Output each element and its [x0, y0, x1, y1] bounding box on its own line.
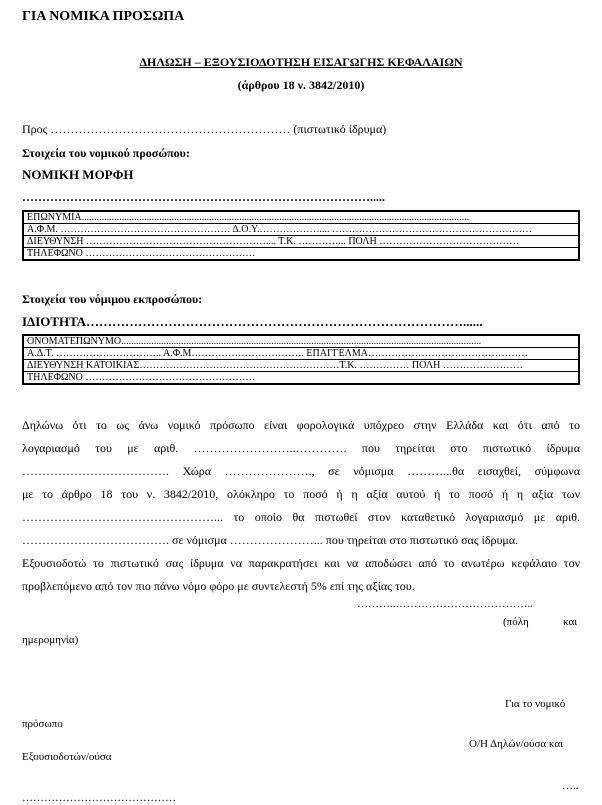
to-line — [22, 122, 386, 137]
document-subtitle: (άρθρου 18 ν. 3842/2010) — [237, 78, 365, 92]
place-date-label-b: και — [563, 616, 578, 628]
capacity-dots: ……………………………………………………………………………...... — [85, 314, 483, 329]
signature-dots-a: ….. — [562, 780, 579, 792]
capacity-line — [22, 314, 482, 330]
place-date-dots: ………..……………………………….. — [357, 598, 533, 610]
representative-table — [22, 334, 580, 385]
signature-label-c: Ο/Η Δηλών/ούσα και — [469, 738, 564, 750]
to-suffix: (πιστωτικό ίδρυμα) — [293, 122, 387, 136]
legal-form-label: ΝΟΜΙΚΗ ΜΟΡΦΗ — [22, 167, 134, 182]
declaration-line: …………………………………………... το οποίο θα πιστωθεί στον καταθετικό λογαριασμό με αριθ. — [22, 510, 580, 524]
legal-entity-row[interactable]: ΤΗΛΕΦΩΝΟ …………………………………………… — [23, 248, 579, 261]
header-label: ΓΙΑ ΝΟΜΙΚΑ ΠΡΟΣΩΠΑ — [22, 9, 185, 24]
declaration-line: Δηλώνω ότι το ως άνω νομικό πρόσωπο είναι φορολογικά υπόχρεο στην Ελλάδα και ότι από το — [22, 418, 580, 432]
authorization-line: προβλεπόμενο από τον πιο πάνω νόμο φόρο με συντελεστή 5% επί της αξίας του. — [22, 579, 415, 593]
representative-heading: Στοιχεία του νόμιμου εκπροσώπου: — [22, 292, 203, 306]
legal-entity-row[interactable]: ΔΙΕΥΘΥΝΣΗ ……………………………………………….... Τ.Κ. …………... ΠΟΛΗ …………………………………… — [23, 236, 579, 248]
representative-row[interactable]: ΔΙΕΥΘΥΝΣΗ ΚΑΤΟΙΚΙΑΣ……………………………………………………Τ.Κ. …………… ΠΟΛΗ …………………… — [23, 360, 579, 372]
declaration-line: λογαριασμό του με αριθ. ……………………..…………. που τηρείται στο πιστωτικό ίδρυμα — [22, 441, 580, 455]
representative-row[interactable]: ΟΝΟΜΑΤΕΠΩΝΥΜΟ................................................................................................................................................ — [23, 335, 579, 348]
signature-dots-b: …………………………………… — [22, 792, 176, 804]
legal-entity-heading: Στοιχεία του νομικού προσώπου: — [22, 146, 190, 160]
representative-row[interactable]: Α.Δ.Τ. ………………………….. Α.Φ.Μ……………………………. ΕΠΑΓΓΕΛΜΑ………………………………………… — [23, 348, 579, 360]
legal-entity-row[interactable]: Α.Φ.Μ. …………………………………………… Δ.Ο.Υ.……………….... …………………………………………………… — [23, 224, 579, 236]
authorization-line: Εξουσιοδοτώ το πιστωτικό σας ίδρυμα να παρακρατήσει και να αποδώσει από το ανωτέρω κεφάλαιο τον — [22, 556, 580, 570]
place-date-label-c: ημερομηνία) — [22, 634, 79, 646]
signature-label-d: Εξουσιοδοτών/ούσα — [22, 751, 112, 763]
signature-label-a: Για το νομικό — [505, 698, 566, 710]
representative-row[interactable]: ΤΗΛΕΦΩΝΟ …………………………………………… — [23, 372, 579, 385]
declaration-line: ………………………………. Χώρα …………………., σε νόμισμα ………...θα εισαχθεί, σύμφωνα — [22, 464, 580, 478]
legal-entity-row[interactable]: ΕΠΩΝΥΜΙΑ........................................................................................................................................................... — [23, 211, 579, 224]
signature-label-b: πρόσωπο — [22, 718, 63, 730]
to-prefix: Προς — [22, 122, 48, 136]
capacity-label: ΙΔΙΟΤΗΤΑ — [22, 314, 86, 329]
legal-form-dots: ……………………………………………………………………………..... — [22, 190, 385, 204]
place-date-label-a: (πόλη — [503, 616, 529, 628]
declaration-line: ………………………………. σε νόμισμα …………………... που τηρείται στο πιστωτικό σας ίδρυμα. — [22, 533, 519, 547]
legal-entity-table — [22, 210, 580, 261]
declaration-line: με το άρθρο 18 του ν. 3842/2010, ολόκληρο το ποσό ή η αξία αυτού ή το ποσό ή η αξία των — [22, 487, 580, 501]
document-title: ΔΗΛΩΣΗ – ΕΞΟΥΣΙΟΔΟΤΗΣΗ ΕΙΣΑΓΩΓΗΣ ΚΕΦΑΛΑΙΩΝ — [139, 55, 463, 69]
to-dots: …………………………………………………… — [50, 122, 291, 136]
